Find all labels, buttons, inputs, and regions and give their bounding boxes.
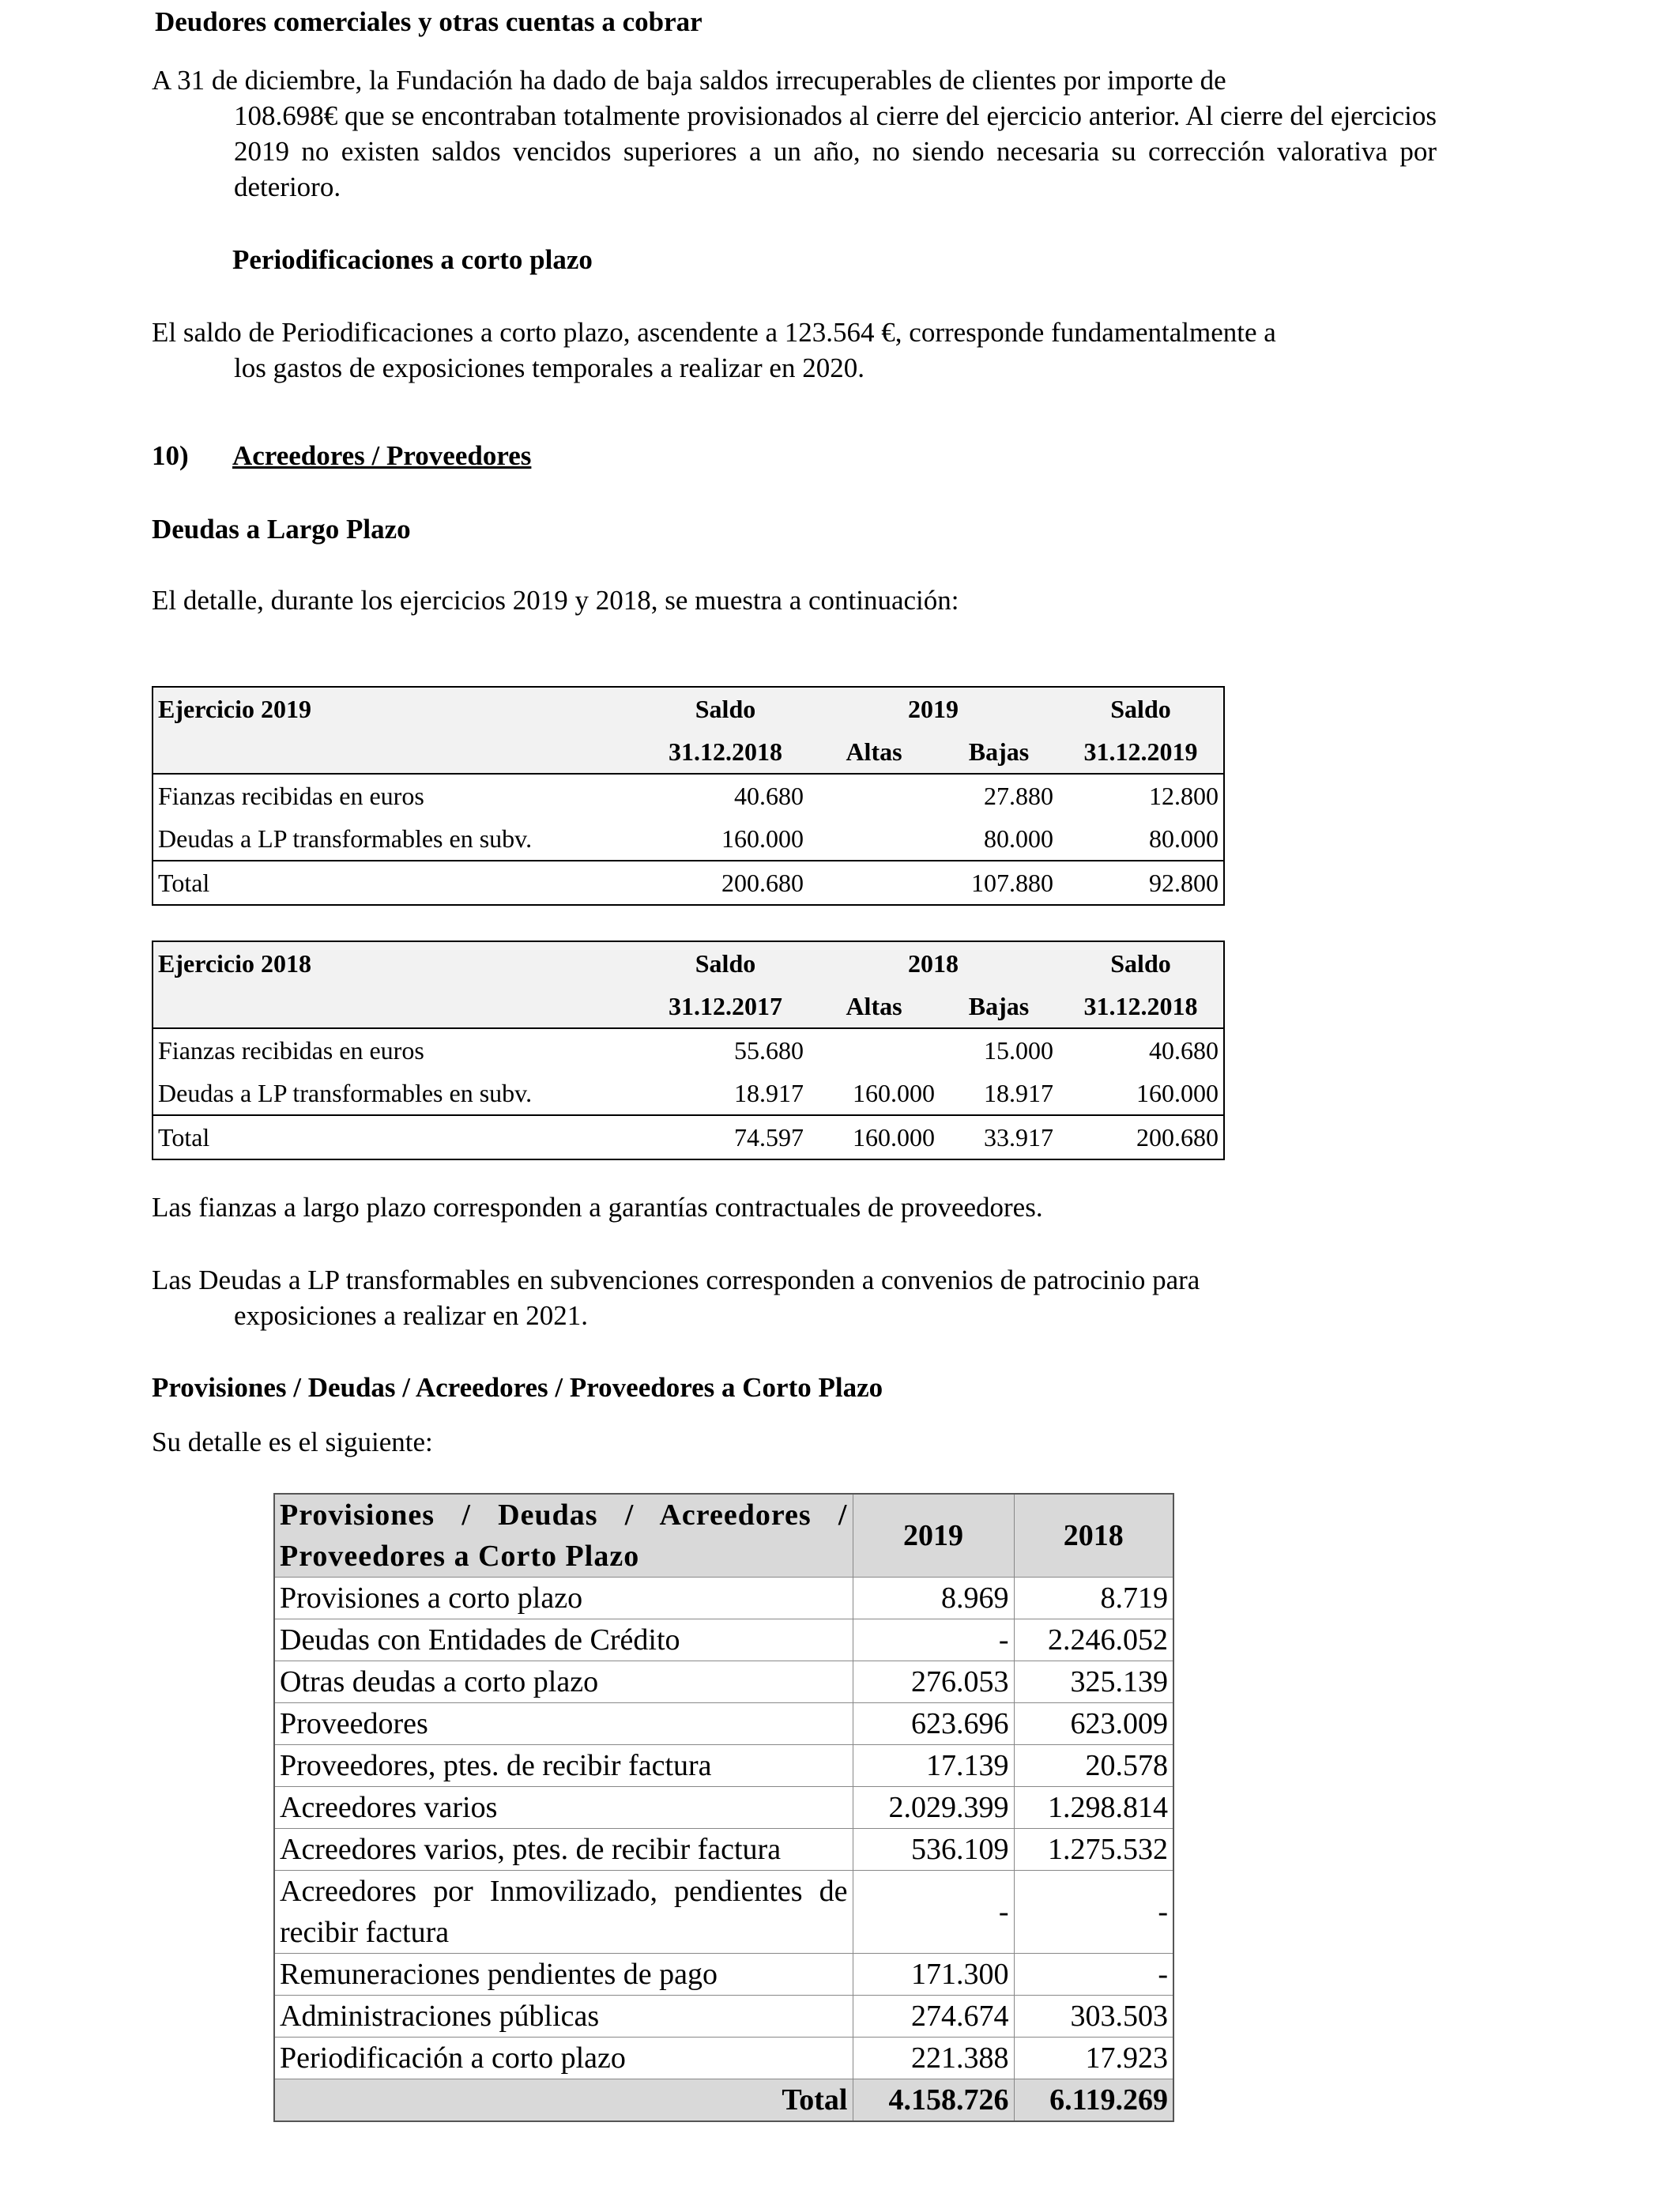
table-header-row [274,1494,1173,1578]
table-total-row: Total 200.680 107.880 92.800 [153,861,1224,905]
t19-saldo-fin-2: 31.12.2019 [1058,730,1224,774]
t19-label: Ejercicio 2019 [153,687,642,730]
table-total-row: Total 74.597 160.000 33.917 200.680 [153,1115,1224,1159]
cp-header-2018: 2018 [1014,1494,1173,1578]
t18-saldo-ini-1: Saldo [642,941,808,985]
heading-deudores: Deudores comerciales y otras cuentas a cobrar [155,6,703,37]
table-row: Acreedores por Inmovilizado, pendientes de recibir factura - - [274,1871,1173,1954]
t19-saldo-fin-1: Saldo [1058,687,1224,730]
table-row: Proveedores, ptes. de recibir factura 17.139 20.578 [274,1745,1173,1787]
heading-corto-plazo: Provisiones / Deudas / Acreedores / Proveedores a Corto Plazo [152,1372,883,1403]
t18-bajas: Bajas [940,985,1058,1028]
deudas-note-first: Las Deudas a LP transformables en subvenciones corresponden a convenios de patrocinio para [152,1265,1200,1295]
paragraph-deudores-first: A 31 de diciembre, la Fundación ha dado de baja saldos irrecuperables de clientes por importe de [152,65,1226,96]
table-ejercicio-2018 [152,941,1225,1160]
cp-header-2019: 2019 [853,1494,1014,1578]
heading-deudas-lp: Deudas a Largo Plazo [152,514,411,545]
t19-saldo-ini-2: 31.12.2018 [642,730,808,774]
t18-altas: Altas [808,985,940,1028]
section-number: 10) [152,440,189,471]
table-row: Acreedores varios 2.029.399 1.298.814 [274,1787,1173,1829]
t19-bajas: Bajas [940,730,1058,774]
cp-header-label: Provisiones / Deudas / Acreedores / Proveedores a Corto Plazo [274,1494,853,1578]
table-row: Administraciones públicas 274.674 303.503 [274,1996,1173,2038]
table-row: Deudas a LP transformables en subv. 18.917 160.000 18.917 160.000 [158,1079,1219,1107]
t18-saldo-ini-2: 31.12.2017 [642,985,808,1028]
table-row: Deudas a LP transformables en subv. 160.000 80.000 80.000 [158,824,1219,853]
t18-saldo-fin-2: 31.12.2018 [1058,985,1224,1028]
table-row: Deudas con Entidades de Crédito - 2.246.052 [274,1619,1173,1661]
table-row: Proveedores 623.696 623.009 [274,1703,1173,1745]
t19-saldo-ini-1: Saldo [642,687,808,730]
paragraph-deudores [152,62,1437,205]
table-corto-plazo [273,1493,1174,2122]
fianzas-note: Las fianzas a largo plazo corresponden a garantías contractuales de proveedores. [152,1192,1043,1223]
t18-label: Ejercicio 2018 [153,941,642,985]
table-ejercicio-2019 [152,686,1225,906]
table-row: Otras deudas a corto plazo 276.053 325.139 [274,1661,1173,1703]
section-title-text: Acreedores / Proveedores [232,440,532,471]
paragraph-deudores-rest: 108.698€ que se encontraban totalmente provisionados al cierre del ejercicio anterior. Al cierre del ejercicios 2019 no existen saldos vencidos superiores a un año, no siendo necesaria su corrección valorativa por deterioro. [234,100,1437,202]
deudas-note [152,1262,1437,1333]
section-title [232,439,531,473]
table-total-row: Total 4.158.726 6.119.269 [274,2079,1173,2122]
deudas-note-rest: exposiciones a realizar en 2021. [234,1300,589,1331]
t19-year: 2019 [808,687,1058,730]
deudas-lp-intro: El detalle, durante los ejercicios 2019 y 2018, se muestra a continuación: [152,585,959,616]
t18-year: 2018 [808,941,1058,985]
table-row: Provisiones a corto plazo 8.969 8.719 [274,1578,1173,1619]
table-row: Acreedores varios, ptes. de recibir factura 536.109 1.275.532 [274,1829,1173,1871]
paragraph-periodificaciones [152,315,1437,386]
table-row: Fianzas recibidas en euros 55.680 15.000 40.680 [158,1036,1219,1065]
t18-saldo-fin-1: Saldo [1058,941,1224,985]
heading-periodificaciones: Periodificaciones a corto plazo [232,244,593,275]
paragraph-periodificaciones-rest: los gastos de exposiciones temporales a realizar en 2020. [234,352,864,383]
corto-plazo-intro: Su detalle es el siguiente: [152,1427,433,1457]
table-row: Remuneraciones pendientes de pago 171.300 - [274,1954,1173,1996]
table-row: Periodificación a corto plazo 221.388 17.923 [274,2038,1173,2079]
t19-altas: Altas [808,730,940,774]
table-row: Fianzas recibidas en euros 40.680 27.880 12.800 [158,782,1219,810]
paragraph-periodificaciones-first: El saldo de Periodificaciones a corto plazo, ascendente a 123.564 €, corresponde fundamentalmente a [152,317,1276,348]
